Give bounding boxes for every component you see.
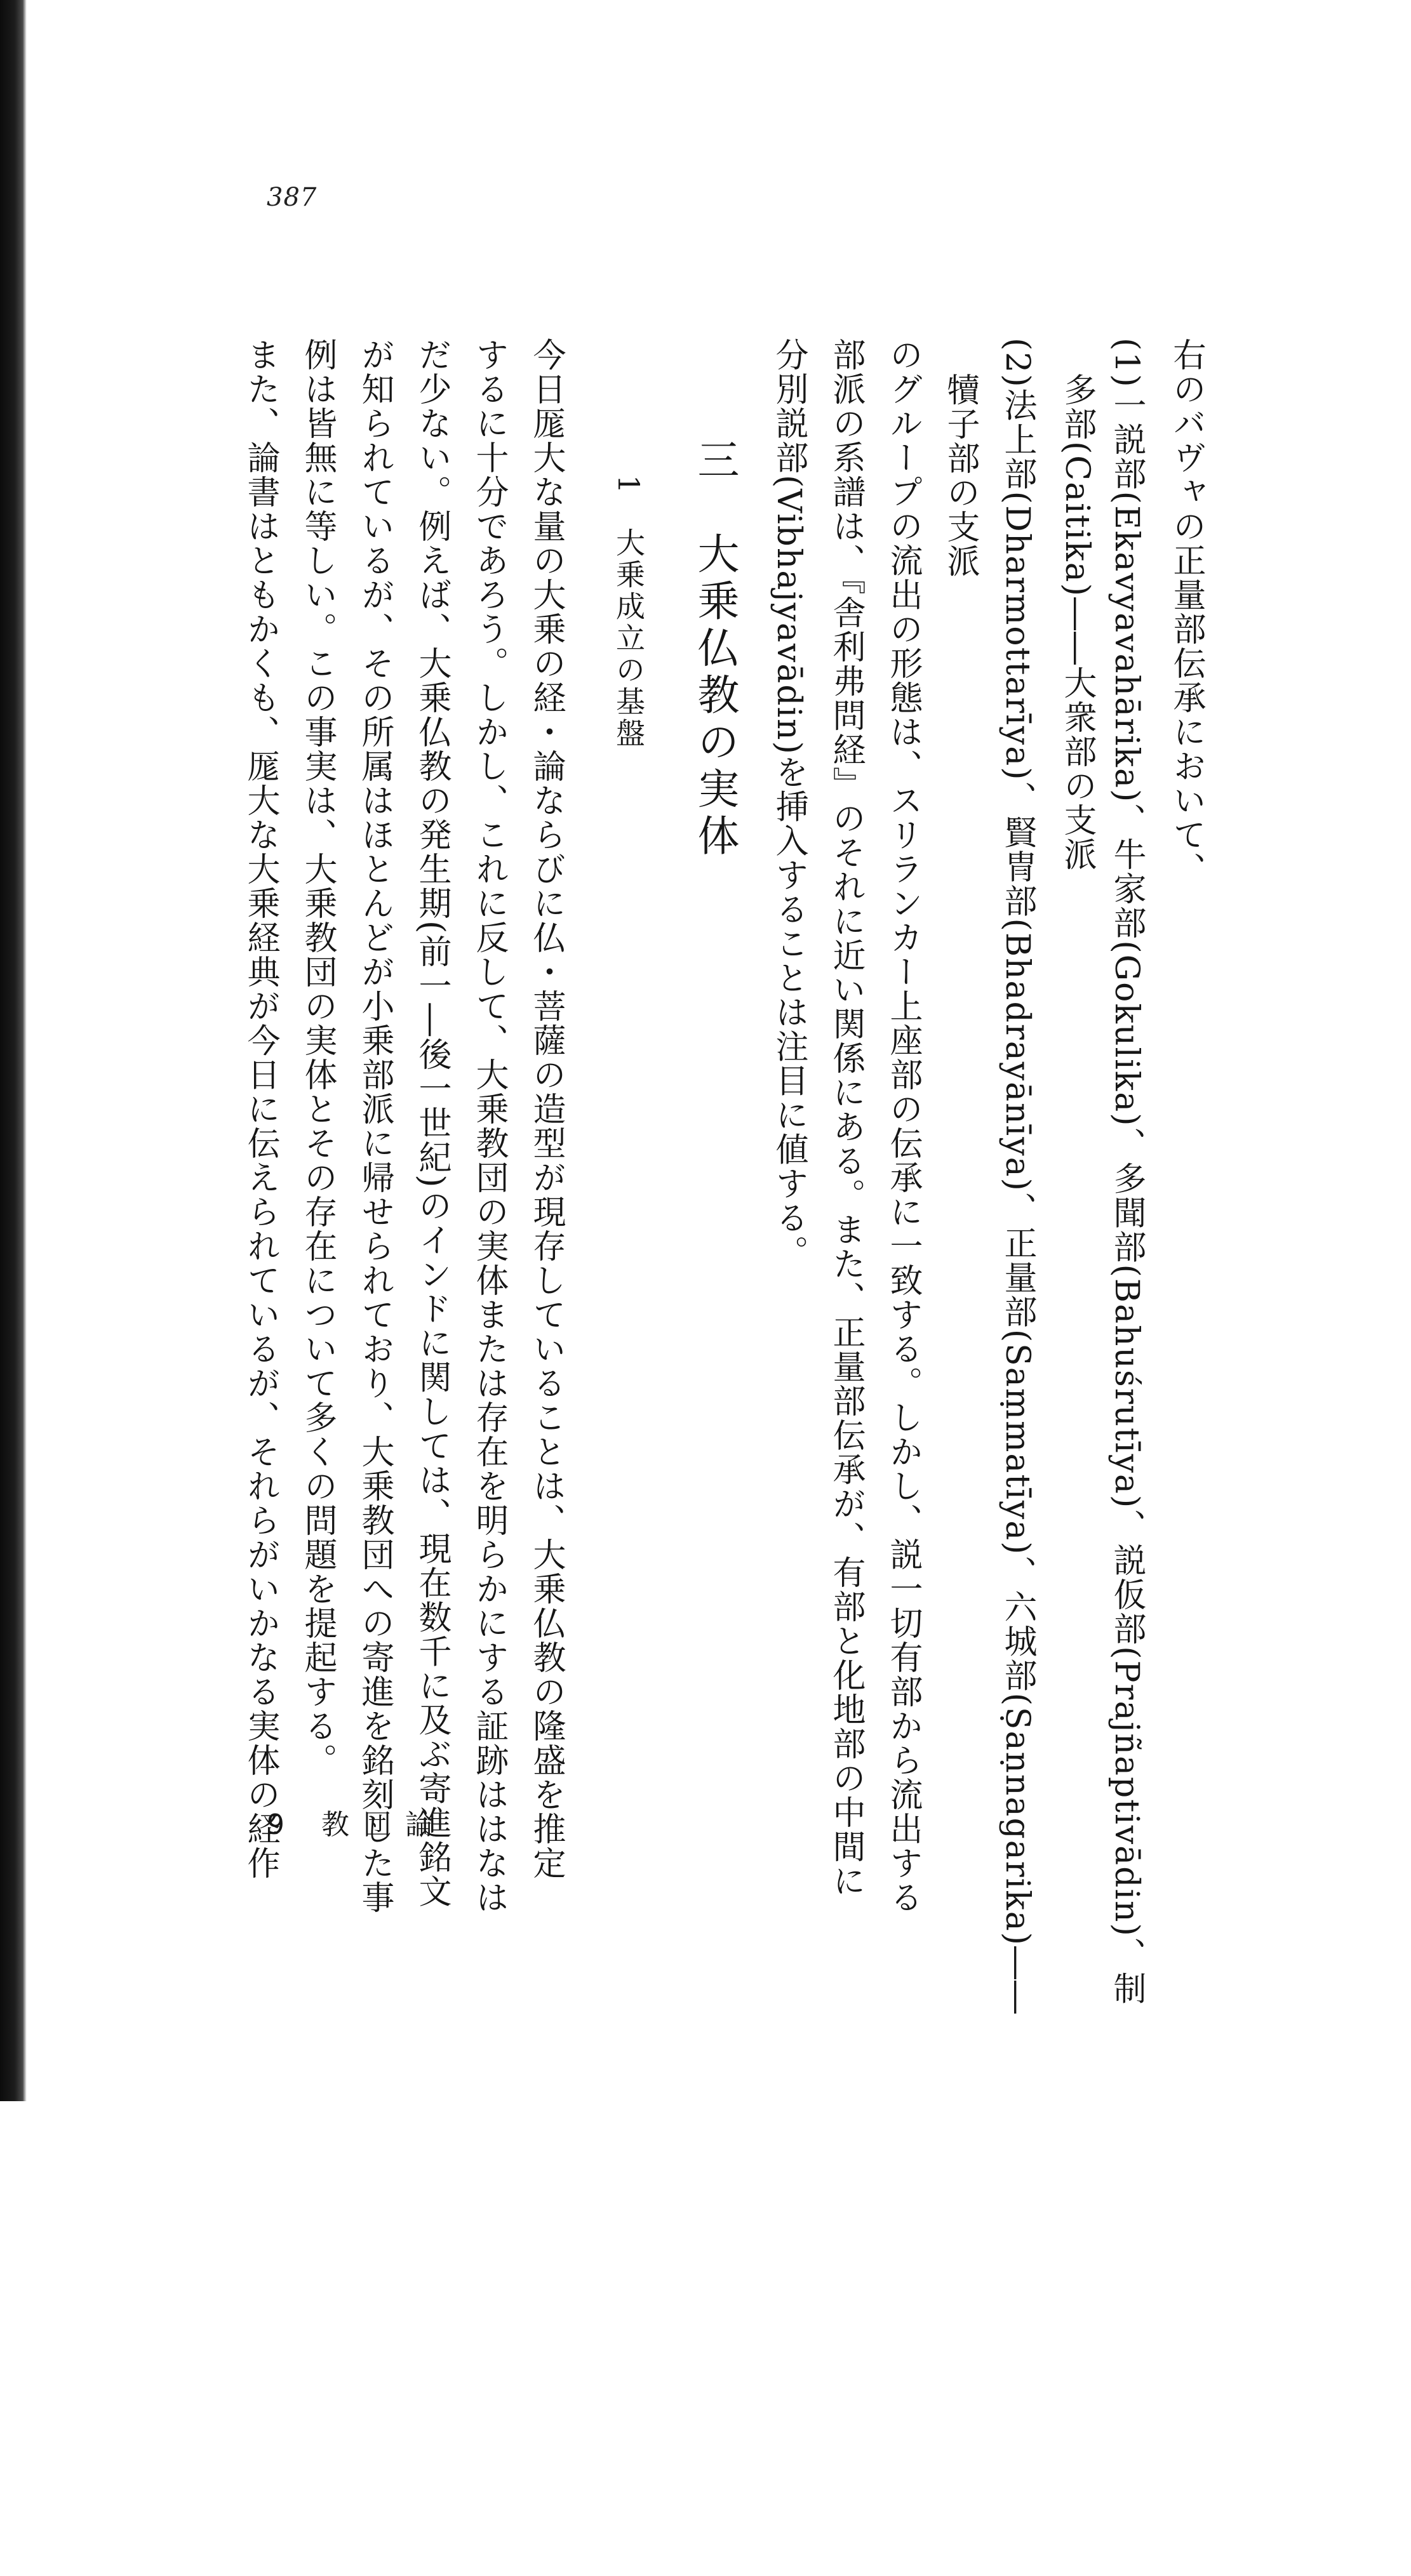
list-item-1: (1)一説部(Ekavyavahārika)、牛家部(Gokulika)、多聞部(Bahuśrutīya)、説仮部(Prajñaptivādin)、制 [1107,338,1146,2006]
section-heading: 三 大乗仏教の実体 [690,438,739,861]
paragraph-line: 分別説部(Vibhajyavādin)を挿入することは注目に値する。 [770,338,808,1270]
paragraph-line: だ少ない。例えば、大乗仏教の発生期(前一―後一世紀)のインドに関しては、現在数千に及ぶ寄進銘文 [413,338,451,1909]
paragraph-line: が知られているが、その所属はほとんどが小乗部派に帰せられており、大乗教団への寄進を銘刻した事 [356,338,394,1915]
paragraph-line: また、論書はともかくも、厖大な大乗経典が今日に伝えられているが、それらがいかなる実体の経作 [241,338,279,1880]
paragraph-line: 今日厖大な量の大乗の経・論ならびに仏・菩薩の造型が現存していることは、大乗仏教の隆盛を推定 [527,338,565,1880]
paragraph-line: 部派の系譜は、『舎利弗問経』のそれに近い関係にある。また、正量部伝承が、有部と化地部の中間に [827,338,865,1898]
paragraph-line: 例は皆無に等しい。この事実は、大乗教団の実体とその存在について多くの問題を提起する。 [298,338,337,1777]
list-item-1-continuation: 多部(Caitika)――大衆部の支派 [1058,373,1096,872]
subsection-heading: 1 大乗成立の基盤 [612,475,646,750]
paragraph-line: のグループの流出の形態は、スリランカー上座部の伝承に一致する。しかし、説一切有部から流出する [884,338,922,1915]
running-footer: 9 教団論 [267,1809,447,1841]
binding-shadow [0,0,27,2101]
page-number: 387 [267,183,318,212]
paragraph-line: するに十分であろう。しかし、これに反して、大乗教団の実体または存在を明らかにする証跡ははなは [470,338,508,1915]
list-item-2-continuation: 犢子部の支派 [941,373,979,578]
list-item-2: (2)法上部(Dharmottarīya)、賢冑部(Bhadrayānīya)、正量部(Saṃmatīya)、六城部(Ṣaṇnagarika)―― [998,338,1036,2015]
intro-line: 右のバヴャの正量部伝承において、 [1167,338,1205,886]
